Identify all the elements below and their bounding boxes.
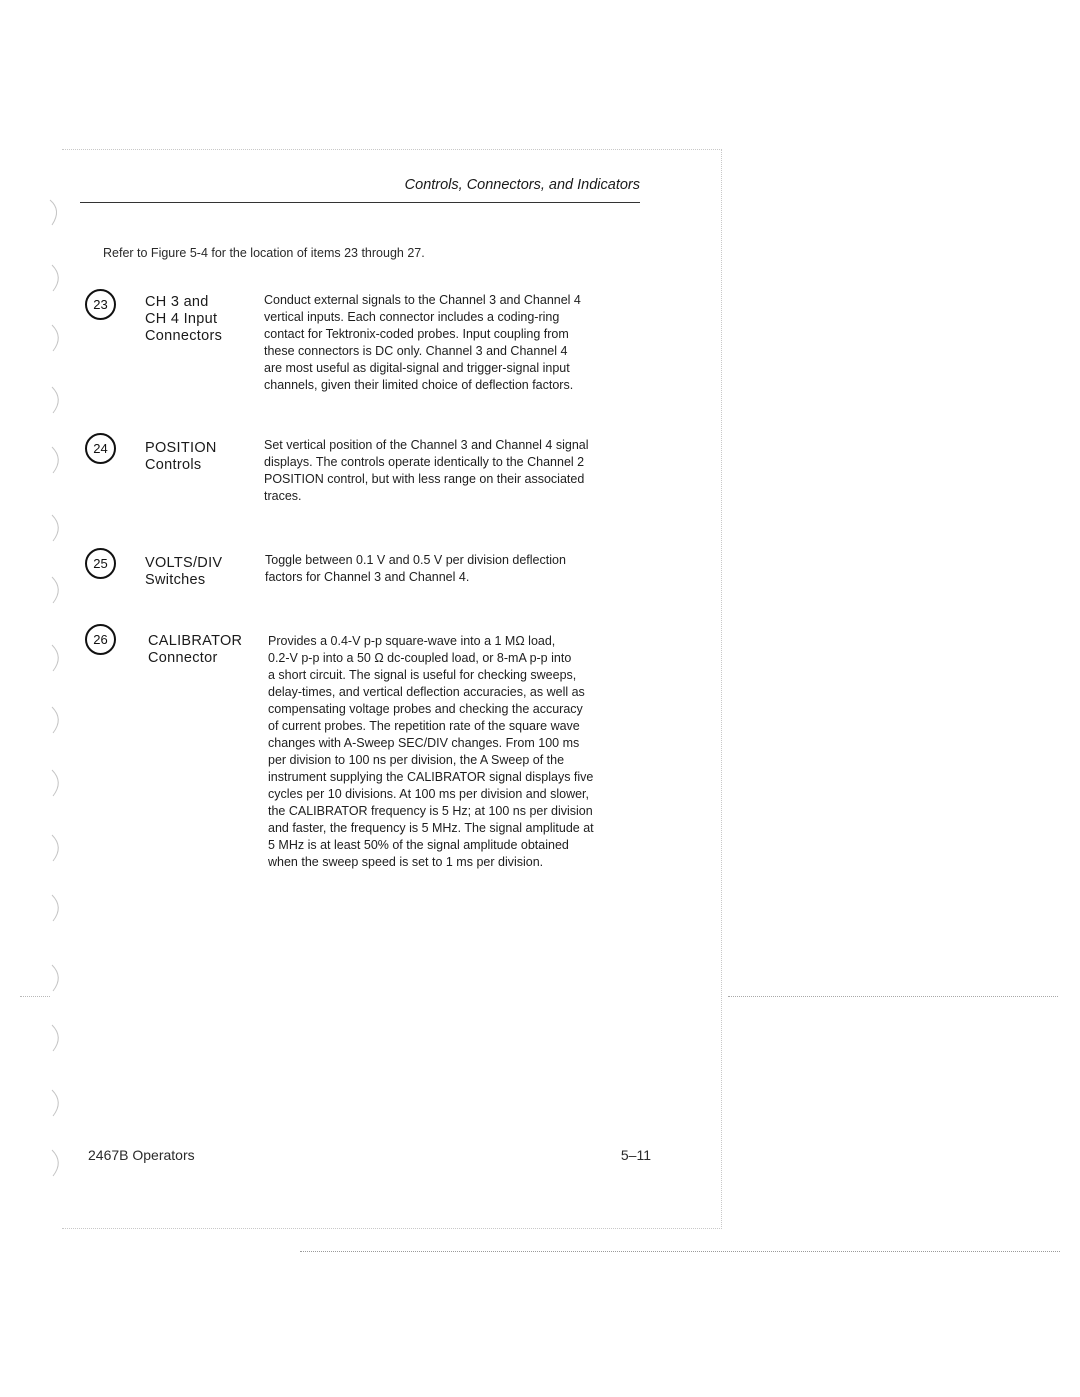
item-description-line: Provides a 0.4-V p-p square-wave into a 1 MΩ load, (268, 634, 556, 648)
item-title (145, 294, 265, 345)
item-description-line: Set vertical position of the Channel 3 and Channel 4 signal (264, 438, 589, 452)
footer-page-number: 5–11 (620, 1147, 651, 1163)
item-title (145, 440, 265, 474)
item-title-line: Connector (148, 650, 218, 666)
item-description-line: a short circuit. The signal is useful for checking sweeps, (268, 668, 577, 682)
item-description-line: changes with A-Sweep SEC/DIV changes. From 100 ms (268, 736, 580, 750)
item-title-line: POSITION (145, 440, 217, 456)
item-description (265, 552, 645, 586)
item-description-line: factors for Channel 3 and Channel 4. (265, 570, 470, 584)
circle-number-icon (84, 432, 117, 465)
item-title (145, 555, 265, 589)
item-description (264, 292, 644, 394)
item-title (148, 633, 268, 667)
item-number: 23 (93, 297, 108, 312)
item-description-line: 5 MHz is at least 50% of the signal amplitude obtained (268, 838, 569, 852)
page-frame-bottom-edge (62, 1228, 722, 1229)
intro-text: Refer to Figure 5-4 for the location of items 23 through 27. (103, 246, 425, 260)
item-description-line: per division to 100 ns per division, the A Sweep of the (268, 753, 565, 767)
item-description-line: of current probes. The repetition rate of the square wave (268, 719, 580, 733)
item-title-line: Connectors (145, 328, 223, 344)
item-description-line: instrument supplying the CALIBRATOR signal displays five (268, 770, 594, 784)
circle-number-icon (84, 623, 117, 656)
item-number-badge (84, 432, 117, 465)
item-description-line: contact for Tektronix-coded probes. Input coupling from (264, 327, 569, 341)
item-number-badge (84, 547, 117, 580)
item-number: 24 (93, 441, 108, 456)
scan-artifact-line (728, 996, 1058, 997)
item-description-line: delay-times, and vertical deflection accuracies, as well as (268, 685, 585, 699)
item-number: 26 (93, 632, 108, 647)
page-frame-top-edge (62, 149, 722, 150)
item-description-line: are most useful as digital-signal and trigger-signal input (264, 361, 570, 375)
item-description (268, 633, 648, 871)
item-description-line: vertical inputs. Each connector includes a coding-ring (264, 310, 560, 324)
item-description-line: 0.2-V p-p into a 50 Ω dc-coupled load, or 8-mA p-p into (268, 651, 572, 665)
item-description-line: Conduct external signals to the Channel 3 and Channel 4 (264, 293, 581, 307)
item-number-badge (84, 623, 117, 656)
item-description-line: channels, given their limited choice of deflection factors. (264, 378, 574, 392)
item-number: 25 (93, 556, 108, 571)
circle-number-icon (84, 288, 117, 321)
item-description-line: displays. The controls operate identically to the Channel 2 (264, 455, 585, 469)
header-rule (80, 202, 640, 203)
item-description-line: these connectors is DC only. Channel 3 and Channel 4 (264, 344, 568, 358)
item-description-line: when the sweep speed is set to 1 ms per division. (268, 855, 544, 869)
item-description-line: Toggle between 0.1 V and 0.5 V per division deflection (265, 553, 566, 567)
item-description (264, 437, 644, 505)
item-description-line: POSITION control, but with less range on their associated (264, 472, 585, 486)
item-title-line: CALIBRATOR (148, 633, 243, 649)
item-description-line: traces. (264, 489, 302, 503)
item-number-badge (84, 288, 117, 321)
item-title-line: Controls (145, 457, 202, 473)
item-description-line: compensating voltage probes and checking the accuracy (268, 702, 583, 716)
item-description-line: cycles per 10 divisions. At 100 ms per division and slower, (268, 787, 589, 801)
item-title-line: CH 3 and (145, 294, 209, 310)
item-title-line: VOLTS/DIV (145, 555, 223, 571)
section-header-title: Controls, Connectors, and Indicators (404, 177, 640, 193)
item-title-line: Switches (145, 572, 206, 588)
footer-manual-title: 2467B Operators (88, 1147, 195, 1163)
binder-hole-marks (40, 195, 70, 1185)
page-frame-right-edge (721, 149, 722, 1229)
item-description-line: and faster, the frequency is 5 MHz. The signal amplitude at (268, 821, 594, 835)
item-description-line: the CALIBRATOR frequency is 5 Hz; at 100 ns per division (268, 804, 593, 818)
circle-number-icon (84, 547, 117, 580)
item-title-line: CH 4 Input (145, 311, 218, 327)
scan-artifact-line (300, 1251, 1060, 1252)
